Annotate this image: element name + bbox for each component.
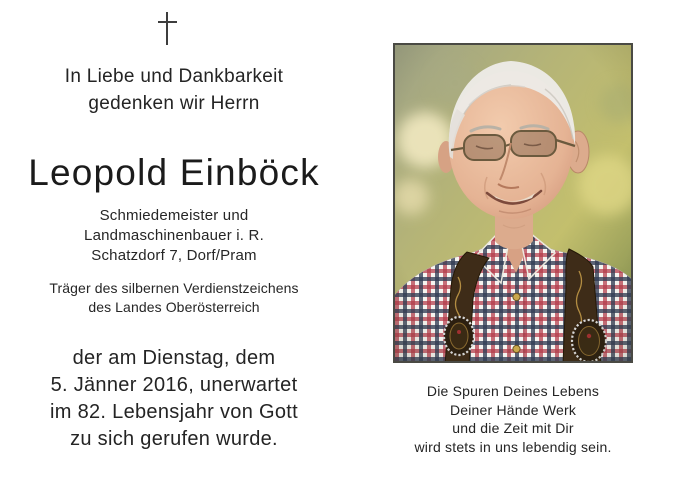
intro-lines xyxy=(0,63,348,117)
obituary-line-1: der am Dienstag, dem xyxy=(72,347,276,369)
intro-line-2: gedenken wir Herrn xyxy=(88,93,260,114)
honor-lines xyxy=(0,279,348,317)
latin-cross-icon xyxy=(0,10,348,48)
poem-lines xyxy=(389,382,637,456)
address-line: Schatzdorf 7, Dorf/Pram xyxy=(91,247,257,264)
honor-line-1: Träger des silbernen Verdienstzeichens xyxy=(49,280,299,296)
poem-line-1: Die Spuren Deines Lebens xyxy=(426,383,600,399)
portrait-illustration xyxy=(395,45,631,361)
portrait-photo xyxy=(393,43,633,363)
obituary-line-3: im 82. Lebensjahr von Gott xyxy=(50,401,298,423)
profession-line-1: Schmiedemeister und xyxy=(99,207,249,224)
obituary-lines xyxy=(0,345,348,453)
poem-line-2: Deiner Hände Werk xyxy=(449,401,577,418)
profession-line-2: Landmaschinenbauer i. R. xyxy=(84,227,264,244)
obituary-line-2: 5. Jänner 2016, unerwartet xyxy=(50,374,298,396)
poem-line-4: wird stets in uns lebendig sein. xyxy=(414,438,612,455)
obituary-line-4: zu sich gerufen wurde. xyxy=(70,428,278,450)
cross-vertical-bar xyxy=(166,12,168,45)
cross-horizontal-bar xyxy=(158,21,177,23)
poem-line-3: und die Zeit mit Dir xyxy=(452,420,574,436)
intro-line-1: In Liebe und Dankbarkeit xyxy=(64,66,284,87)
profession-address xyxy=(0,206,348,266)
honor-line-2: des Landes Oberösterreich xyxy=(88,299,260,315)
deceased-name: Leopold Einböck xyxy=(28,152,320,193)
